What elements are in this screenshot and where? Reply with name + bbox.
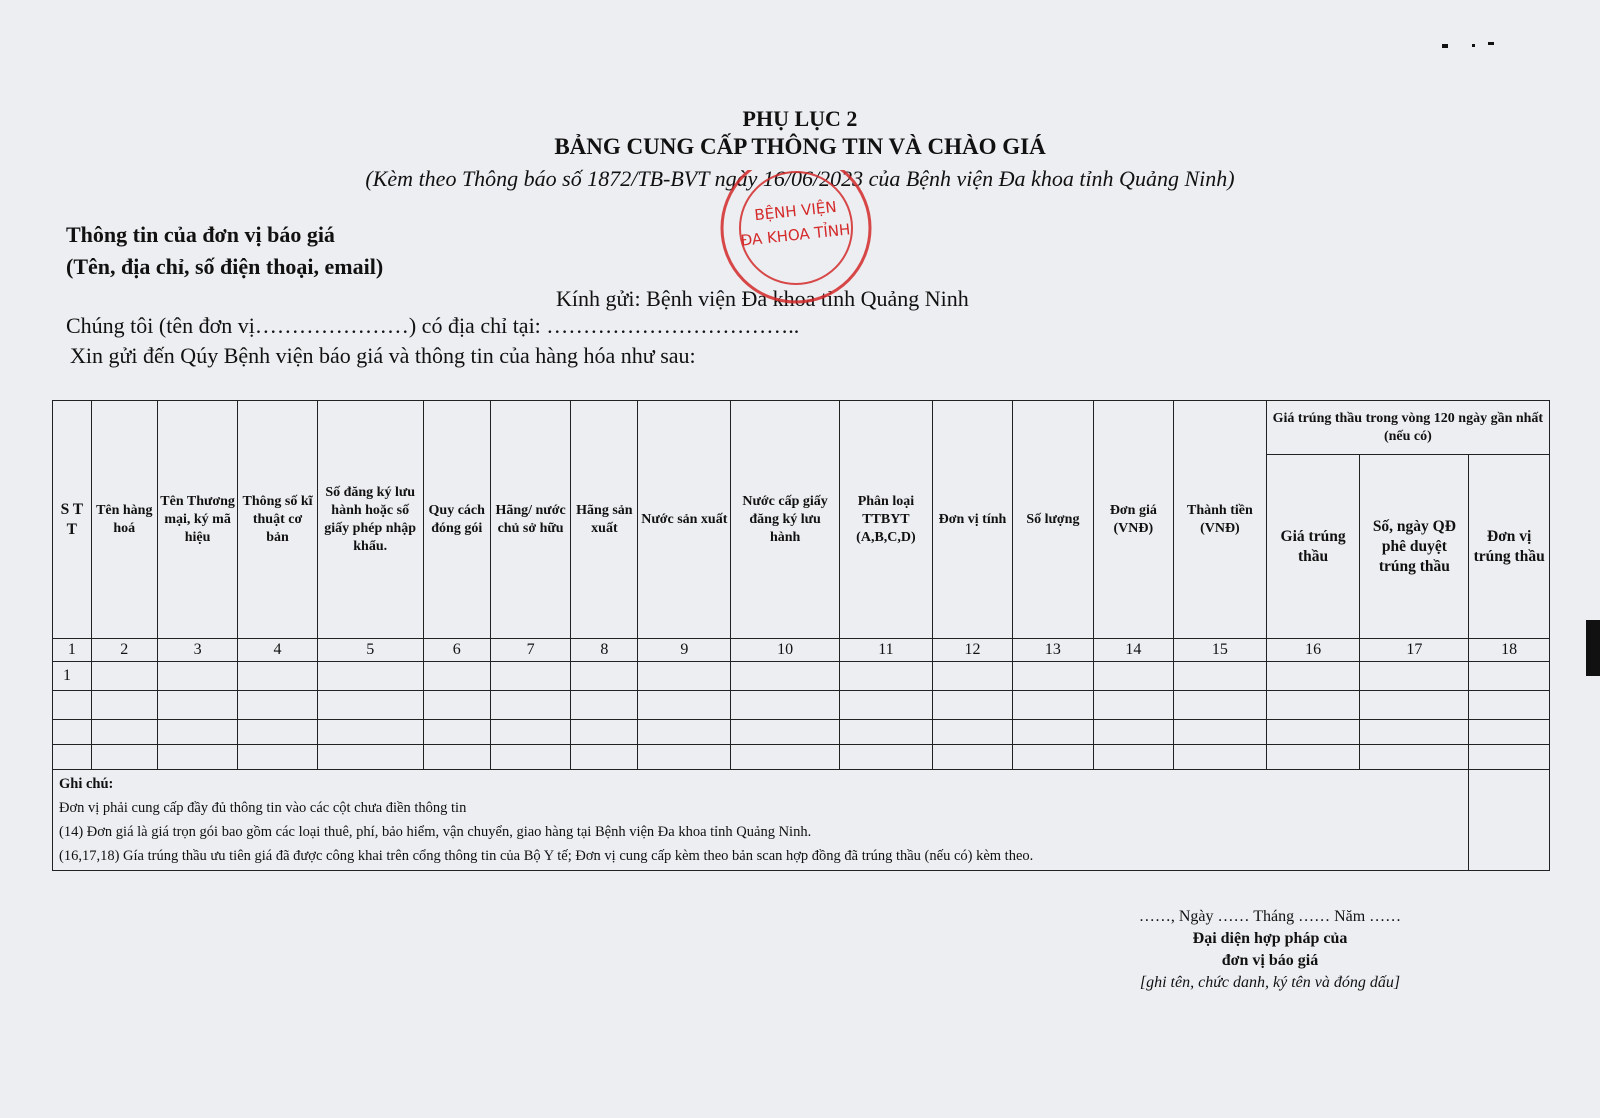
header-owner: Hãng/ nước chủ sở hữu <box>490 401 570 639</box>
column-number: 6 <box>423 639 490 662</box>
recipient-line: Kính gửi: Bệnh viện Đa khoa tỉnh Quảng Ninh <box>556 286 969 311</box>
notes-title: Ghi chú: <box>59 776 114 792</box>
scan-edge-mark <box>1586 620 1600 676</box>
row-stt: 1 <box>53 662 92 691</box>
table-row <box>53 720 1550 745</box>
header-country-made: Nước sản xuất <box>638 401 731 639</box>
hospital-stamp-icon <box>716 170 896 310</box>
column-number: 1 <box>53 639 92 662</box>
table-row <box>53 691 1550 720</box>
document-subtitle: (Kèm theo Thông báo số 1872/TB-BVT ngày 16/06/2023 của Bệnh viện Đa khoa tỉnh Quảng Ninh) <box>365 166 1235 191</box>
signature-date: ……, Ngày …… Tháng …… Năm …… <box>1138 908 1402 925</box>
header-winning-price: Giá trúng thầu <box>1266 455 1360 639</box>
column-number: 13 <box>1013 639 1093 662</box>
column-number: 17 <box>1360 639 1469 662</box>
column-number-row <box>53 639 1550 662</box>
stamp-text-line1: BỆNH VIỆN <box>753 197 838 225</box>
signature-instruction: [ghi tên, chức danh, ký tên và đóng dấu] <box>1139 974 1401 991</box>
scan-dot <box>1488 42 1494 45</box>
header-specs: Thông số kĩ thuật cơ bản <box>238 401 317 639</box>
header-decision-no: Số, ngày QĐ phê duyệt trúng thầu <box>1360 455 1469 639</box>
column-number: 7 <box>490 639 570 662</box>
note-line: (14) Đơn giá là giá trọn gói bao gồm các loại thuê, phí, bảo hiểm, vận chuyển, giao hàng tại Bệnh viện Đa khoa tỉnh Quảng Ninh. <box>59 824 812 840</box>
header-classification: Phân loại TTBYT (A,B,C,D) <box>840 401 933 639</box>
header-quantity: Số lượng <box>1013 401 1093 639</box>
header-unit-price: Đơn giá (VNĐ) <box>1093 401 1173 639</box>
table-row <box>53 662 1550 691</box>
note-line: (16,17,18) Gía trúng thầu ưu tiên giá đã được công khai trên cổng thông tin của Bộ Y tế; Đơn vị cung cấp kèm theo bản scan hợp đồng đã trúng thầu (nếu có) kèm theo. <box>59 848 1034 864</box>
header-registration-no: Số đăng ký lưu hành hoặc số giấy phép nhập khẩu. <box>317 401 423 639</box>
column-number: 3 <box>157 639 237 662</box>
header-stt: S T T <box>53 401 92 639</box>
signature-role-unit: đơn vị báo giá <box>1221 952 1319 969</box>
scan-dot <box>1472 44 1475 47</box>
header-product-name: Tên hàng hoá <box>91 401 157 639</box>
column-number: 5 <box>317 639 423 662</box>
header-total: Thành tiền (VNĐ) <box>1174 401 1267 639</box>
column-number: 10 <box>731 639 840 662</box>
stamp-text-line2: ĐA KHOA TỈNH <box>739 220 852 250</box>
note-line: Đơn vị phải cung cấp đầy đủ thông tin vào các cột chưa điền thông tin <box>59 800 467 816</box>
notes-row <box>53 770 1550 871</box>
table-row <box>53 745 1550 770</box>
header-trade-name: Tên Thương mại, ký mã hiệu <box>157 401 237 639</box>
header-unit: Đơn vị tính <box>932 401 1012 639</box>
column-number: 4 <box>238 639 317 662</box>
column-number: 2 <box>91 639 157 662</box>
column-number: 14 <box>1093 639 1173 662</box>
column-number: 11 <box>840 639 933 662</box>
header-winning-unit: Đơn vị trúng thầu <box>1469 455 1550 639</box>
column-number: 16 <box>1266 639 1360 662</box>
column-number: 12 <box>932 639 1012 662</box>
column-number: 18 <box>1469 639 1550 662</box>
header-manufacturer: Hãng sản xuất <box>571 401 638 639</box>
signature-role: Đại diện hợp pháp của <box>1192 930 1348 947</box>
header-winning-bid-group: Giá trúng thầu trong vòng 120 ngày gần nhất (nếu có) <box>1266 401 1549 455</box>
sender-info-hint: (Tên, địa chỉ, số điện thoại, email) <box>66 254 384 279</box>
appendix-label: PHỤ LỤC 2 <box>742 106 858 131</box>
column-number: 9 <box>638 639 731 662</box>
sender-info-label: Thông tin của đơn vị báo giá <box>66 222 335 247</box>
notes-cell <box>53 770 1469 871</box>
document-title: BẢNG CUNG CẤP THÔNG TIN VÀ CHÀO GIÁ <box>554 134 1046 159</box>
column-number: 8 <box>571 639 638 662</box>
intro-line-company: Chúng tôi (tên đơn vị…………………) có địa chỉ tại: …………………………….. <box>66 313 800 338</box>
scan-dot <box>1442 44 1448 48</box>
header-country-license: Nước cấp giấy đăng ký lưu hành <box>731 401 840 639</box>
intro-line-request: Xin gửi đến Qúy Bệnh viện báo giá và thông tin của hàng hóa như sau: <box>70 343 696 368</box>
column-number: 15 <box>1174 639 1267 662</box>
header-packaging: Quy cách đóng gói <box>423 401 490 639</box>
quotation-table <box>52 400 1550 871</box>
